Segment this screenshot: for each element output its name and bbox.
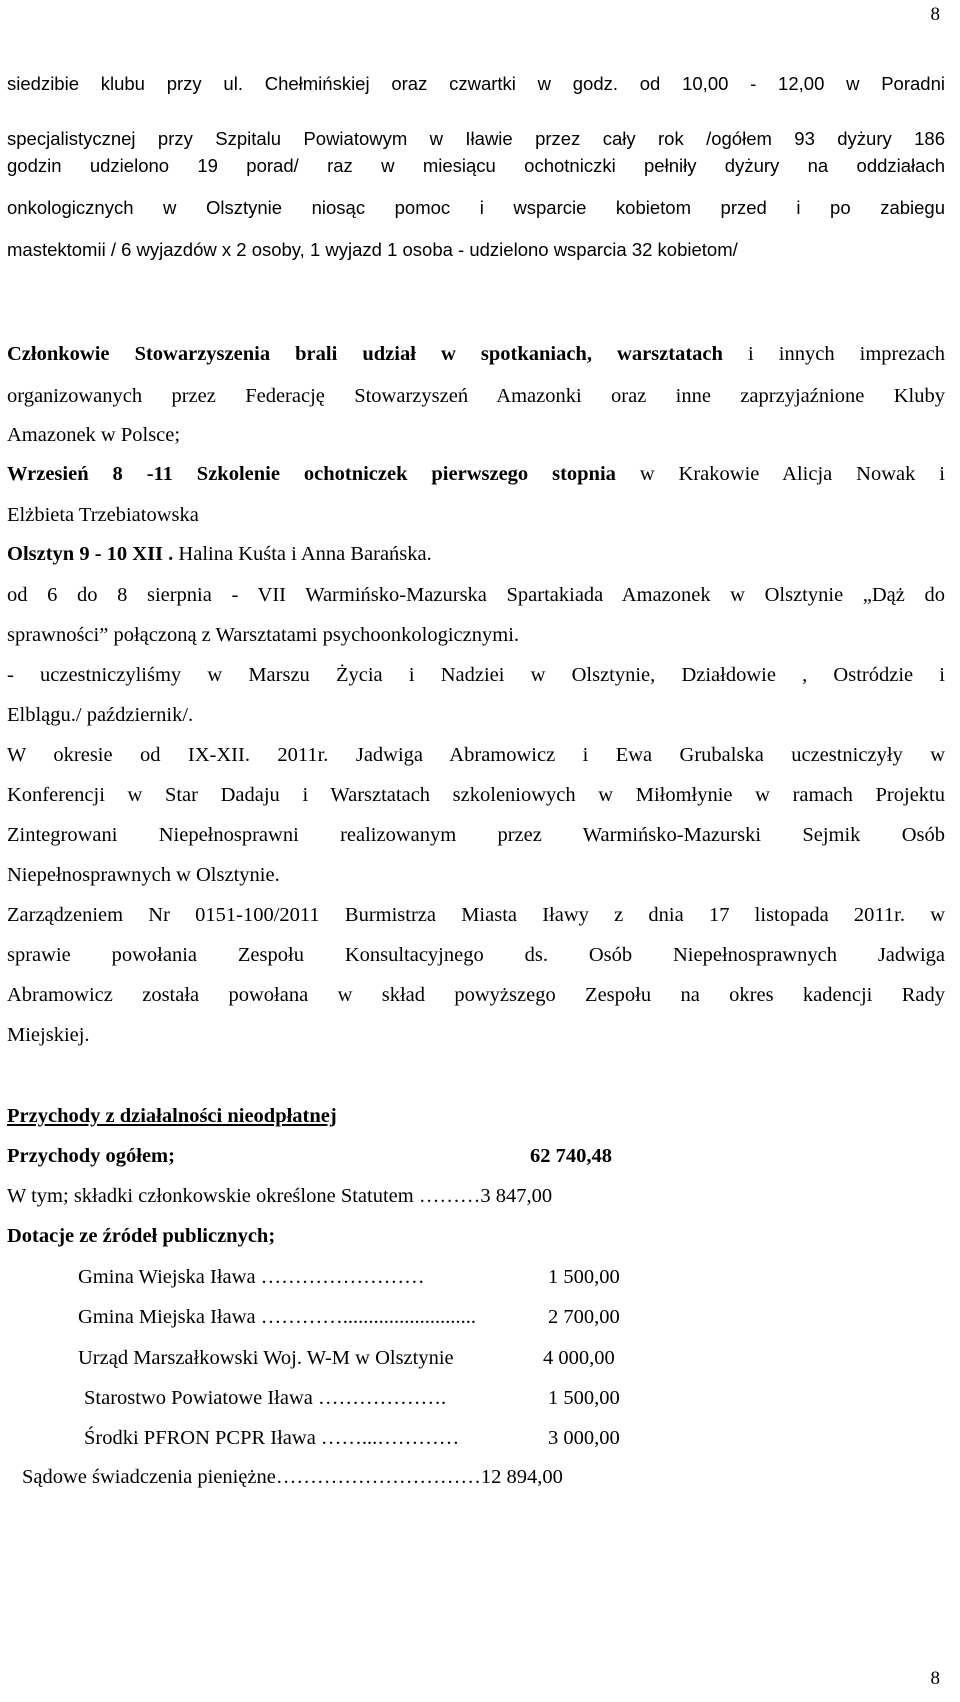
paragraph-training — [7, 462, 945, 486]
grant-value: 3 000,00 — [548, 1427, 620, 1449]
membership-fees: W tym; składki członkowskie określone Statutem ………3 847,00 — [7, 1185, 553, 1207]
grant-value: 4 000,00 — [543, 1347, 615, 1369]
text-phrase: w Krakowie Alicja Nowak i — [615, 463, 945, 485]
text-line: Zintegrowani Niepełnosprawni realizowanym przez Warmińsko-Mazurski Sejmik Osób — [7, 824, 945, 846]
total-income-value: 62 740,48 — [530, 1145, 612, 1167]
text-line: Elżbieta Trzebiatowska — [7, 504, 199, 526]
grant-label: Gmina Wiejska Iława …………………… — [78, 1266, 425, 1288]
text-line: siedzibie klubu przy ul. Chełmińskiej oraz czwartki w godz. od 10,00 - 12,00 w Poradni — [7, 73, 945, 94]
grant-label: Urząd Marszałkowski Woj. W-M w Olsztynie — [78, 1347, 454, 1369]
text-line: - uczestniczyliśmy w Marszu Życia i Nadziei w Olsztynie, Działdowie , Ostródzie i — [7, 664, 945, 686]
text-line: specjalistycznej przy Szpitalu Powiatowym w Iławie przez cały rok /ogółem 93 dyżury 186 — [7, 128, 945, 149]
grant-label: Starostwo Powiatowe Iława ………………. — [84, 1387, 447, 1409]
court-benefits: Sądowe świadczenia pieniężne…………………………12 894,00 — [22, 1466, 563, 1488]
page-number-top: 8 — [930, 4, 940, 25]
text-line: godzin udzielono 19 porad/ raz w miesiącu ochotniczki pełniły dyżury na oddziałach — [7, 155, 945, 176]
text-phrase: Halina Kuśta i Anna Barańska. — [173, 543, 432, 565]
text-line: Zarządzeniem Nr 0151-100/2011 Burmistrza Miasta Iławy z dnia 17 listopada 2011r. w — [7, 904, 945, 926]
grants-heading: Dotacje ze źródeł publicznych; — [7, 1225, 276, 1247]
page-number-bottom: 8 — [930, 1668, 940, 1689]
text-line: sprawności” połączoną z Warsztatami psychoonkologicznymi. — [7, 624, 520, 646]
text-line: onkologicznych w Olsztynie niosąc pomoc i wsparcie kobietom przed i po zabiegu — [7, 197, 945, 218]
paragraph-members — [7, 342, 945, 366]
text-line: Konferencji w Star Dadaju i Warsztatach szkoleniowych w Miłomłynie w ramach Projektu — [7, 784, 945, 806]
paragraph-olsztyn — [7, 542, 432, 566]
income-heading: Przychody z działalności nieodpłatnej — [7, 1105, 337, 1127]
text-line: Abramowicz została powołana w skład powyższego Zespołu na okres kadencji Rady — [7, 984, 945, 1006]
text-line: mastektomii / 6 wyjazdów x 2 osoby, 1 wyjazd 1 osoba - udzielono wsparcia 32 kobietom/ — [7, 239, 738, 260]
grant-value: 1 500,00 — [548, 1266, 620, 1288]
grant-label: Gmina Miejska Iława ………….......................... — [78, 1306, 476, 1328]
text-line: W okresie od IX-XII. 2011r. Jadwiga Abramowicz i Ewa Grubalska uczestniczyły w — [7, 744, 945, 766]
bold-phrase: Członkowie Stowarzyszenia brali udział w spotkaniach, warsztatach — [7, 343, 723, 365]
grant-label: Środki PFRON PCPR Iława ……...………… — [84, 1427, 460, 1449]
bold-phrase: Olsztyn 9 - 10 XII . — [7, 543, 174, 565]
text-phrase: i innych imprezach — [722, 343, 946, 365]
text-line: Amazonek w Polsce; — [7, 424, 181, 446]
text-line: sprawie powołania Zespołu Konsultacyjnego ds. Osób Niepełnosprawnych Jadwiga — [7, 944, 945, 966]
grant-value: 2 700,00 — [548, 1306, 620, 1328]
text-line: od 6 do 8 sierpnia - VII Warmińsko-Mazurska Spartakiada Amazonek w Olsztynie „Dąż do — [7, 584, 945, 606]
bold-phrase: Wrzesień 8 -11 Szkolenie ochotniczek pierwszego stopnia — [7, 463, 616, 485]
text-line: organizowanych przez Federację Stowarzyszeń Amazonki oraz inne zaprzyjaźnione Kluby — [7, 385, 945, 407]
total-income-label: Przychody ogółem; — [7, 1145, 175, 1167]
text-line: Miejskiej. — [7, 1024, 90, 1046]
grant-value: 1 500,00 — [548, 1387, 620, 1409]
text-line: Elblągu./ październik/. — [7, 704, 194, 726]
text-line: Niepełnosprawnych w Olsztynie. — [7, 864, 280, 886]
